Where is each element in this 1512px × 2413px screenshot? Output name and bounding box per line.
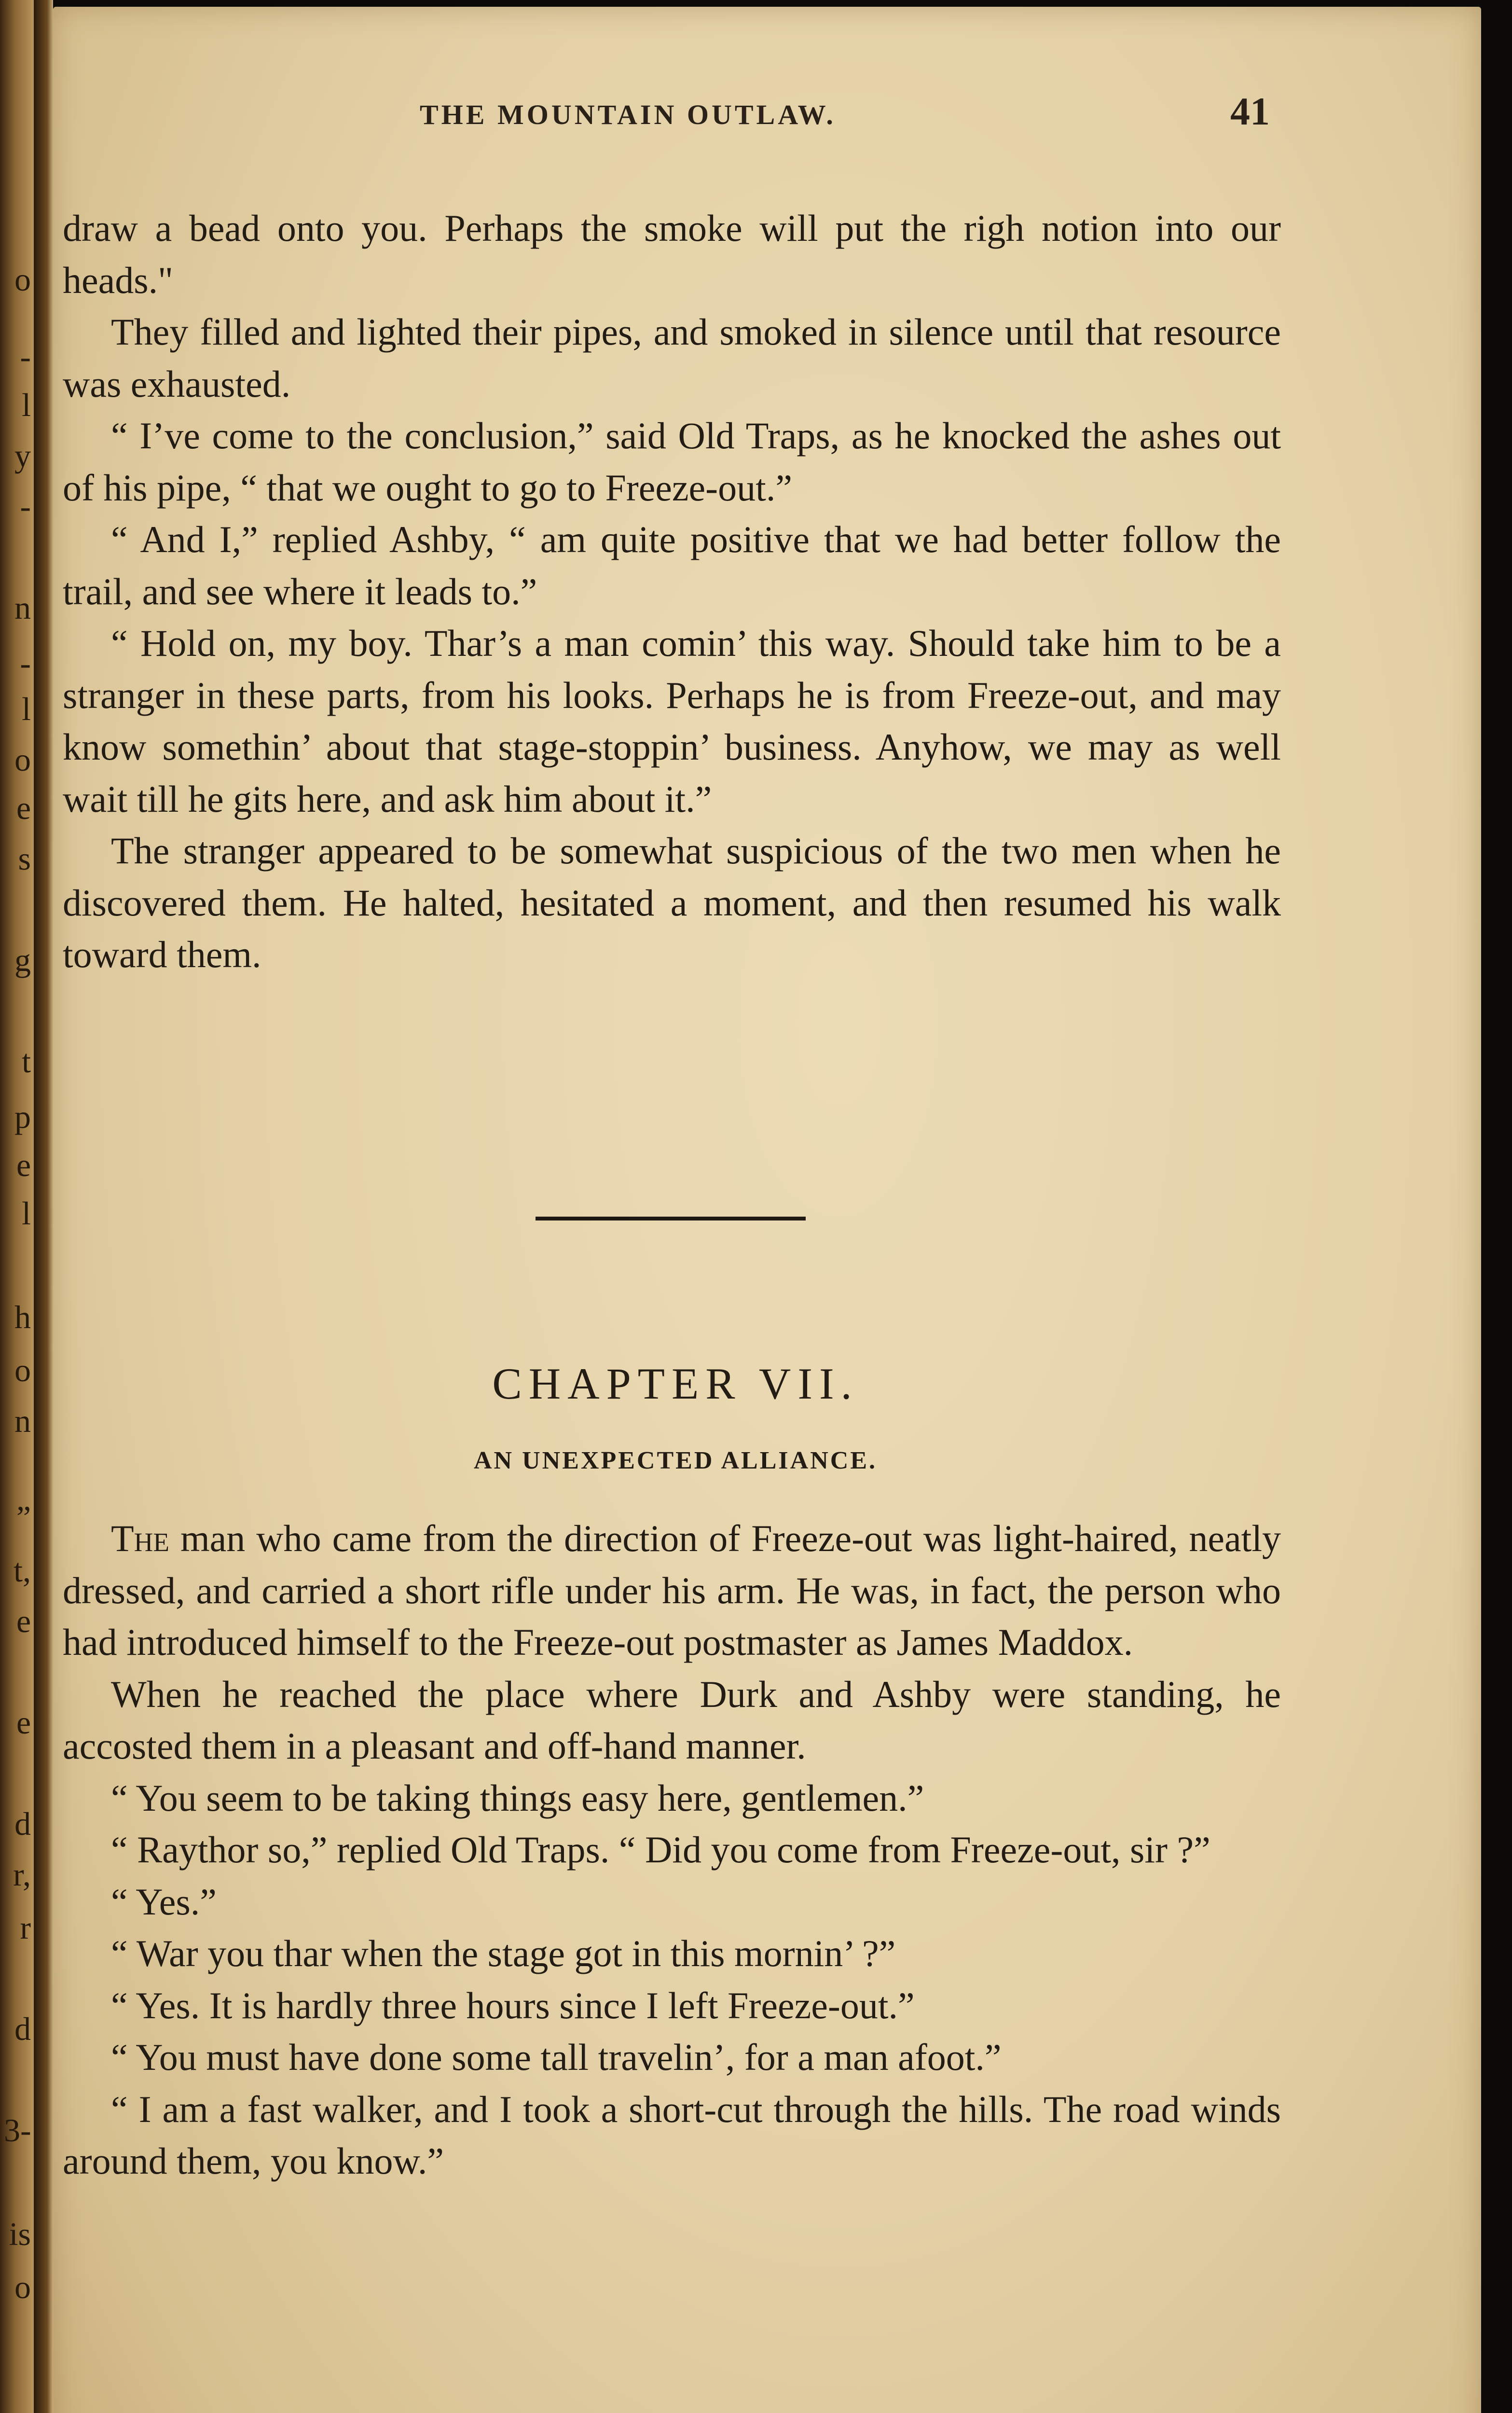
- paragraph: “ I’ve come to the conclusion,” said Old Traps, as he knocked the ashes out of his pipe, “ that we ought to go to Freeze-out.”: [63, 415, 1281, 509]
- facing-page-fragment: d: [14, 1805, 31, 1842]
- paragraph: “ Hold on, my boy. Thar’s a man comin’ this way. Should take him to be a stranger in these parts, from his looks. Perhaps he is from Freeze-out, and may know somethin’ about that stage-stoppin’ business. Anyhow, we may as well wait till he gits here, and ask him about it.”: [63, 622, 1281, 820]
- chapter-title: CHAPTER VII.: [492, 1359, 859, 1408]
- facing-page-fragment: n: [14, 1402, 31, 1439]
- facing-page-fragment: l: [22, 387, 31, 423]
- facing-page-fragment: p: [14, 1098, 31, 1135]
- facing-page-fragment: -: [20, 488, 31, 525]
- paragraph: “ And I,” replied Ashby, “ am quite positive that we had better follow the trail, and see where it leads to.”: [63, 518, 1281, 612]
- paragraph: [63, 1512, 1281, 1668]
- facing-page-fragment: o: [14, 1352, 31, 1388]
- facing-page-edge: [0, 0, 34, 2413]
- paragraph: “ I am a fast walker, and I took a short-cut through the hills. The road winds around them, you know.”: [63, 2088, 1281, 2182]
- facing-page-fragment: d: [14, 2011, 31, 2047]
- facing-page-fragment: e: [16, 1147, 31, 1183]
- book-gutter: [34, 0, 53, 2413]
- facing-page-fragment: o: [14, 261, 31, 298]
- text-block-bottom: [63, 1512, 1281, 2187]
- facing-page-fragment: is: [9, 2216, 31, 2252]
- chapter-lead-word: The: [111, 1517, 169, 1559]
- facing-page-fragment: g: [14, 942, 31, 978]
- facing-page-fragment: r: [20, 1909, 31, 1946]
- paragraph: “ Raythor so,” replied Old Traps. “ Did you come from Freeze-out, sir ?”: [111, 1829, 1210, 1871]
- paragraph: draw a bead onto you. Perhaps the smoke will put the righ notion into our heads.": [63, 207, 1281, 301]
- paragraph: They filled and lighted their pipes, and smoked in silence until that resource was exhausted.: [63, 311, 1281, 405]
- facing-page-fragment: -: [20, 645, 31, 681]
- facing-page-fragment: 3-: [4, 2112, 31, 2149]
- paragraph: “ Yes. It is hardly three hours since I left Freeze-out.”: [111, 1984, 915, 2026]
- facing-page-fragment: e: [16, 1704, 31, 1741]
- facing-page-fragment: t,: [14, 1552, 31, 1589]
- paragraph: The stranger appeared to be somewhat suspicious of the two men when he discovered them. He halted, hesitated a moment, and then resumed his walk toward them.: [63, 830, 1281, 975]
- facing-page-fragment: e: [16, 790, 31, 826]
- facing-page-fragment: o: [14, 2269, 31, 2305]
- paragraph: “ War you thar when the stage got in this mornin’ ?”: [111, 1932, 896, 1974]
- paragraph-text: man who came from the direction of Freeze-out was light-haired, neatly dressed, and carried a short rifle under his arm. He was, in fact, the person who had introduced himself to the Freeze-out postmaster as James Maddox.: [63, 1517, 1281, 1663]
- page-number: 41: [1230, 89, 1270, 133]
- paragraph: When he reached the place where Durk and Ashby were standing, he accosted them in a pleasant and off-hand manner.: [63, 1673, 1281, 1767]
- text-block-top: [63, 202, 1281, 981]
- facing-page-fragment: n: [14, 589, 31, 626]
- facing-page-fragment: o: [14, 741, 31, 778]
- facing-page-fragment: y: [14, 437, 31, 474]
- facing-page-fragment: h: [14, 1299, 31, 1335]
- facing-page-fragment: ”: [16, 1499, 31, 1536]
- facing-page-fragment: -: [20, 338, 31, 375]
- chapter-subtitle: AN UNEXPECTED ALLIANCE.: [474, 1447, 877, 1474]
- facing-page-fragment: e: [16, 1603, 31, 1639]
- paragraph: “ Yes.”: [111, 1880, 217, 1923]
- facing-page-fragment: s: [18, 840, 31, 877]
- facing-page-fragment: r,: [13, 1856, 31, 1893]
- paragraph: “ You must have done some tall travelin’, for a man afoot.”: [111, 2036, 1002, 2078]
- section-divider: [536, 1217, 806, 1220]
- paragraph: “ You seem to be taking things easy here, gentlemen.”: [111, 1776, 924, 1819]
- book-page: [53, 7, 1481, 2413]
- facing-page-fragment: l: [22, 691, 31, 727]
- facing-page-fragment: l: [22, 1195, 31, 1232]
- running-head: THE MOUNTAIN OUTLAW.: [420, 99, 836, 130]
- facing-page-fragment: t: [22, 1043, 31, 1080]
